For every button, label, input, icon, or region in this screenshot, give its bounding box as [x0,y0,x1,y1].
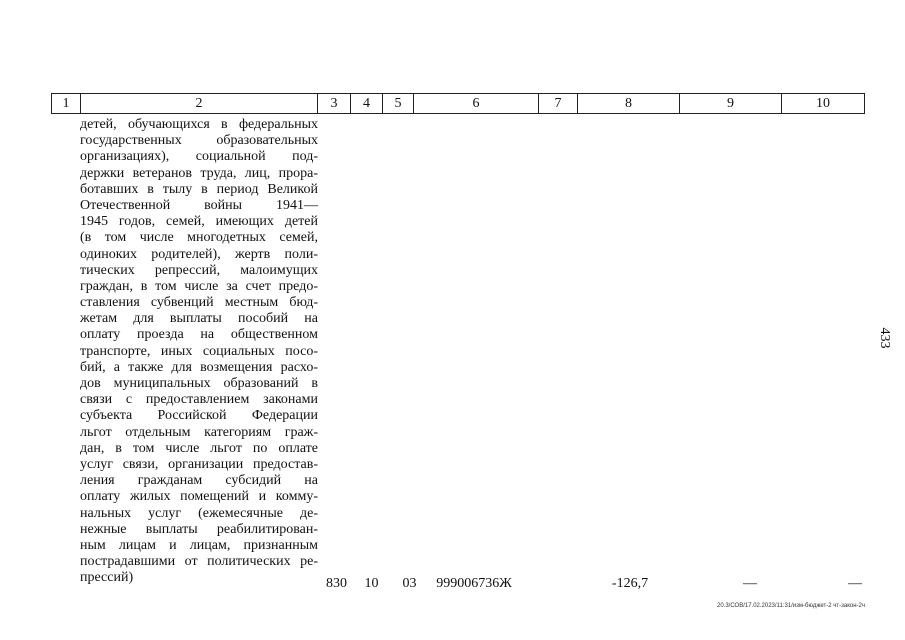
header-col-9: 9 [680,94,782,113]
cell-col-4: 10 [364,576,379,591]
description-line: нежные выплаты реабилитирован- [80,521,318,537]
header-col-7: 7 [539,94,578,113]
cell-col-9: — [743,576,757,591]
description-line: граждан, в том числе за счет предо- [80,278,318,294]
description-line: ления гражданам субсидий на [80,473,318,489]
description-line: ставления субвенций местным бюд- [80,295,318,311]
header-col-1: 1 [52,94,81,113]
footer-stamp: 20.3/СОВ/17.02.2023/11:31/изм-бюджет-2 чт-закон-2ч [716,603,865,609]
table-header-row [51,93,865,114]
row-description [80,117,318,586]
description-line: прессий) [80,570,134,586]
description-line: Отечественной войны 1941— [80,197,318,213]
description-line: организациях), социальной под- [80,149,318,165]
description-line: ботавших в тылу в период Великой [80,181,318,197]
description-line: транспорте, иных социальных посо- [80,343,318,359]
description-line: оплату жилых помещений и комму- [80,489,318,505]
description-line: субъекта Российской Федерации [80,408,318,424]
header-col-5: 5 [383,94,414,113]
cell-col-6: 999006736Ж [436,576,512,591]
cell-col-10: — [848,576,862,591]
description-line: 1945 годов, семей, имеющих детей [80,214,318,230]
description-line: держки ветеранов труда, лиц, прора- [80,165,318,181]
description-line: детей, обучающихся в федеральных [80,117,318,132]
cell-col-5: 03 [402,576,417,591]
description-line: услуг связи, организации предостав- [80,456,318,472]
description-line: тических репрессий, малоимущих [80,262,318,278]
description-line: ным лицам и лицам, признанным [80,537,318,553]
description-line: оплату проезда на общественном [80,327,318,343]
description-line: дан, в том числе льгот по оплате [80,440,318,456]
description-line: одиноких родителей), жертв поли- [80,246,318,262]
header-col-6: 6 [414,94,539,113]
cell-col-8: -126,7 [611,576,649,591]
header-col-2: 2 [81,94,318,113]
description-line: государственных образовательных [80,133,318,149]
header-col-3: 3 [318,94,351,113]
header-col-8: 8 [578,94,680,113]
description-line: (в том числе многодетных семей, [80,230,318,246]
cell-col-3: 830 [326,576,347,591]
page-number: 433 [877,327,892,349]
description-line: дов муниципальных образований в [80,376,318,391]
header-col-4: 4 [351,94,383,113]
description-line: связи с предоставлением законами [80,392,318,408]
description-line: нальных услуг (ежемесячные де- [80,505,318,521]
description-line: пострадавшими от политических ре- [80,554,318,570]
description-line: льгот отдельным категориям граж- [80,424,318,440]
header-col-10: 10 [816,96,830,111]
description-line: жетам для выплаты пособий на [80,311,318,327]
description-line: бий, а также для возмещения расхо- [80,359,318,375]
